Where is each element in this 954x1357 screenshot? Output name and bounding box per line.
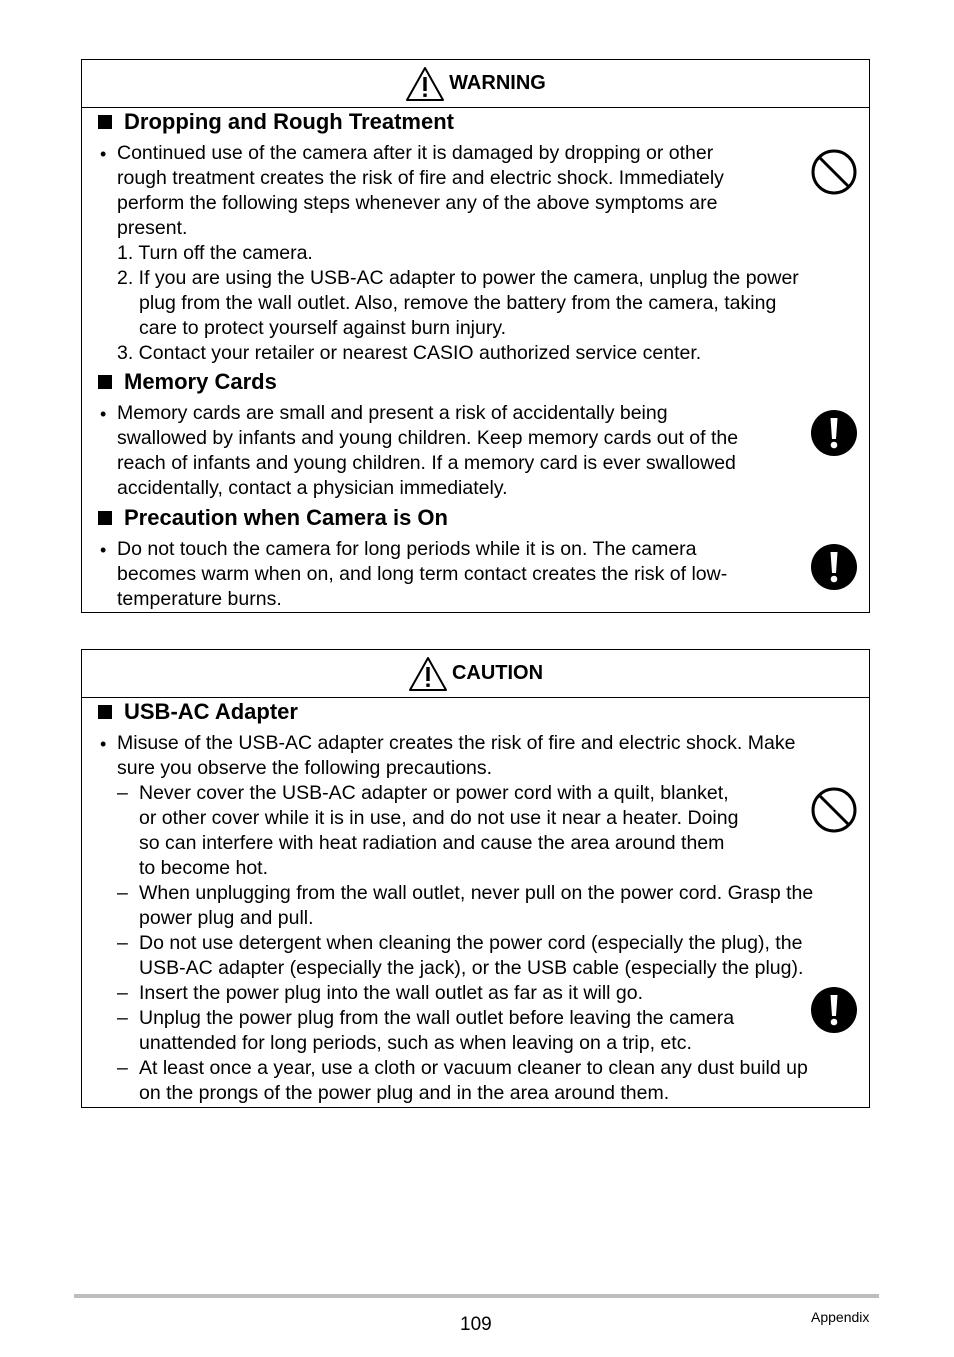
text-line: to become hot. xyxy=(139,857,268,879)
warning-header xyxy=(82,60,869,108)
warning-triangle-icon xyxy=(405,66,445,102)
text-line: becomes warm when on, and long term contact creates the risk of low- xyxy=(117,563,728,585)
text-line: Continued use of the camera after it is damaged by dropping or other xyxy=(117,142,714,164)
footer-divider xyxy=(74,1294,879,1298)
mandatory-action-icon xyxy=(810,543,858,591)
prohibited-icon xyxy=(810,786,858,834)
caution-box xyxy=(81,649,870,1108)
warning-triangle-icon xyxy=(408,656,448,692)
square-bullet-icon xyxy=(98,115,112,129)
text-line: Unplug the power plug from the wall outlet before leaving the camera xyxy=(139,1007,735,1029)
text-line: so can interfere with heat radiation and cause the area around them xyxy=(139,832,725,854)
warning-box xyxy=(81,59,870,613)
dash-marker: – xyxy=(117,932,128,954)
section-title-usb-ac-adapter: USB-AC Adapter xyxy=(98,699,298,725)
section-title-camera-on: Precaution when Camera is On xyxy=(98,505,448,531)
text-line: Do not use detergent when cleaning the power cord (especially the plug), the xyxy=(139,932,803,954)
dash-marker: – xyxy=(117,1057,128,1079)
text-line: present. xyxy=(117,217,188,239)
section-title-memory-cards: Memory Cards xyxy=(98,369,277,395)
dash-marker: – xyxy=(117,782,128,804)
mandatory-action-icon xyxy=(810,409,858,457)
bullet-marker: • xyxy=(100,734,107,754)
section-title-dropping: Dropping and Rough Treatment xyxy=(98,109,454,135)
text-line: Misuse of the USB-AC adapter creates the risk of fire and electric shock. Make xyxy=(117,732,796,754)
page-number: 109 xyxy=(460,1314,492,1335)
text-line: perform the following steps whenever any of the above symptoms are xyxy=(117,192,718,214)
text-line: rough treatment creates the risk of fire and electric shock. Immediately xyxy=(117,167,724,189)
footer-section-label: Appendix xyxy=(811,1309,870,1325)
warning-title: WARNING xyxy=(449,72,546,94)
text-line: sure you observe the following precautions. xyxy=(117,757,493,779)
bullet-marker: • xyxy=(100,144,107,164)
text-line: accidentally, contact a physician immediately. xyxy=(117,477,508,499)
text-line: Never cover the USB-AC adapter or power cord with a quilt, blanket, xyxy=(139,782,729,804)
caution-header xyxy=(82,650,869,698)
text-line: Do not touch the camera for long periods while it is on. The camera xyxy=(117,538,697,560)
caution-title: CAUTION xyxy=(451,662,544,684)
mandatory-action-icon xyxy=(810,986,858,1034)
square-bullet-icon xyxy=(98,705,112,719)
prohibited-icon xyxy=(810,148,858,196)
text-line: or other cover while it is in use, and do not use it near a heater. Doing xyxy=(139,807,739,829)
dash-marker: – xyxy=(117,982,128,1004)
text-line: Insert the power plug into the wall outlet as far as it will go. xyxy=(139,982,644,1004)
text-line: USB-AC adapter (especially the jack), or the USB cable (especially the plug). xyxy=(139,957,804,979)
dash-marker: – xyxy=(117,882,128,904)
text-line: swallowed by infants and young children. Keep memory cards out of the xyxy=(117,427,739,449)
step-line: 3. Contact your retailer or nearest CASIO authorized service center. xyxy=(117,342,702,364)
step-line: care to protect yourself against burn injury. xyxy=(139,317,507,339)
step-line: 2. If you are using the USB-AC adapter to power the camera, unplug the power xyxy=(117,267,799,289)
bullet-marker: • xyxy=(100,540,107,560)
bullet-marker: • xyxy=(100,404,107,424)
text-line: Memory cards are small and present a risk of accidentally being xyxy=(117,402,668,424)
text-line: on the prongs of the power plug and in the area around them. xyxy=(139,1082,670,1104)
step-line: plug from the wall outlet. Also, remove the battery from the camera, taking xyxy=(139,292,777,314)
square-bullet-icon xyxy=(98,511,112,525)
text-line: temperature burns. xyxy=(117,588,282,610)
text-line: When unplugging from the wall outlet, never pull on the power cord. Grasp the xyxy=(139,882,814,904)
step-line: 1. Turn off the camera. xyxy=(117,242,313,264)
text-line: At least once a year, use a cloth or vacuum cleaner to clean any dust build up xyxy=(139,1057,808,1079)
square-bullet-icon xyxy=(98,375,112,389)
text-line: power plug and pull. xyxy=(139,907,314,929)
text-line: reach of infants and young children. If a memory card is ever swallowed xyxy=(117,452,736,474)
text-line: unattended for long periods, such as when leaving on a trip, etc. xyxy=(139,1032,692,1054)
dash-marker: – xyxy=(117,1007,128,1029)
